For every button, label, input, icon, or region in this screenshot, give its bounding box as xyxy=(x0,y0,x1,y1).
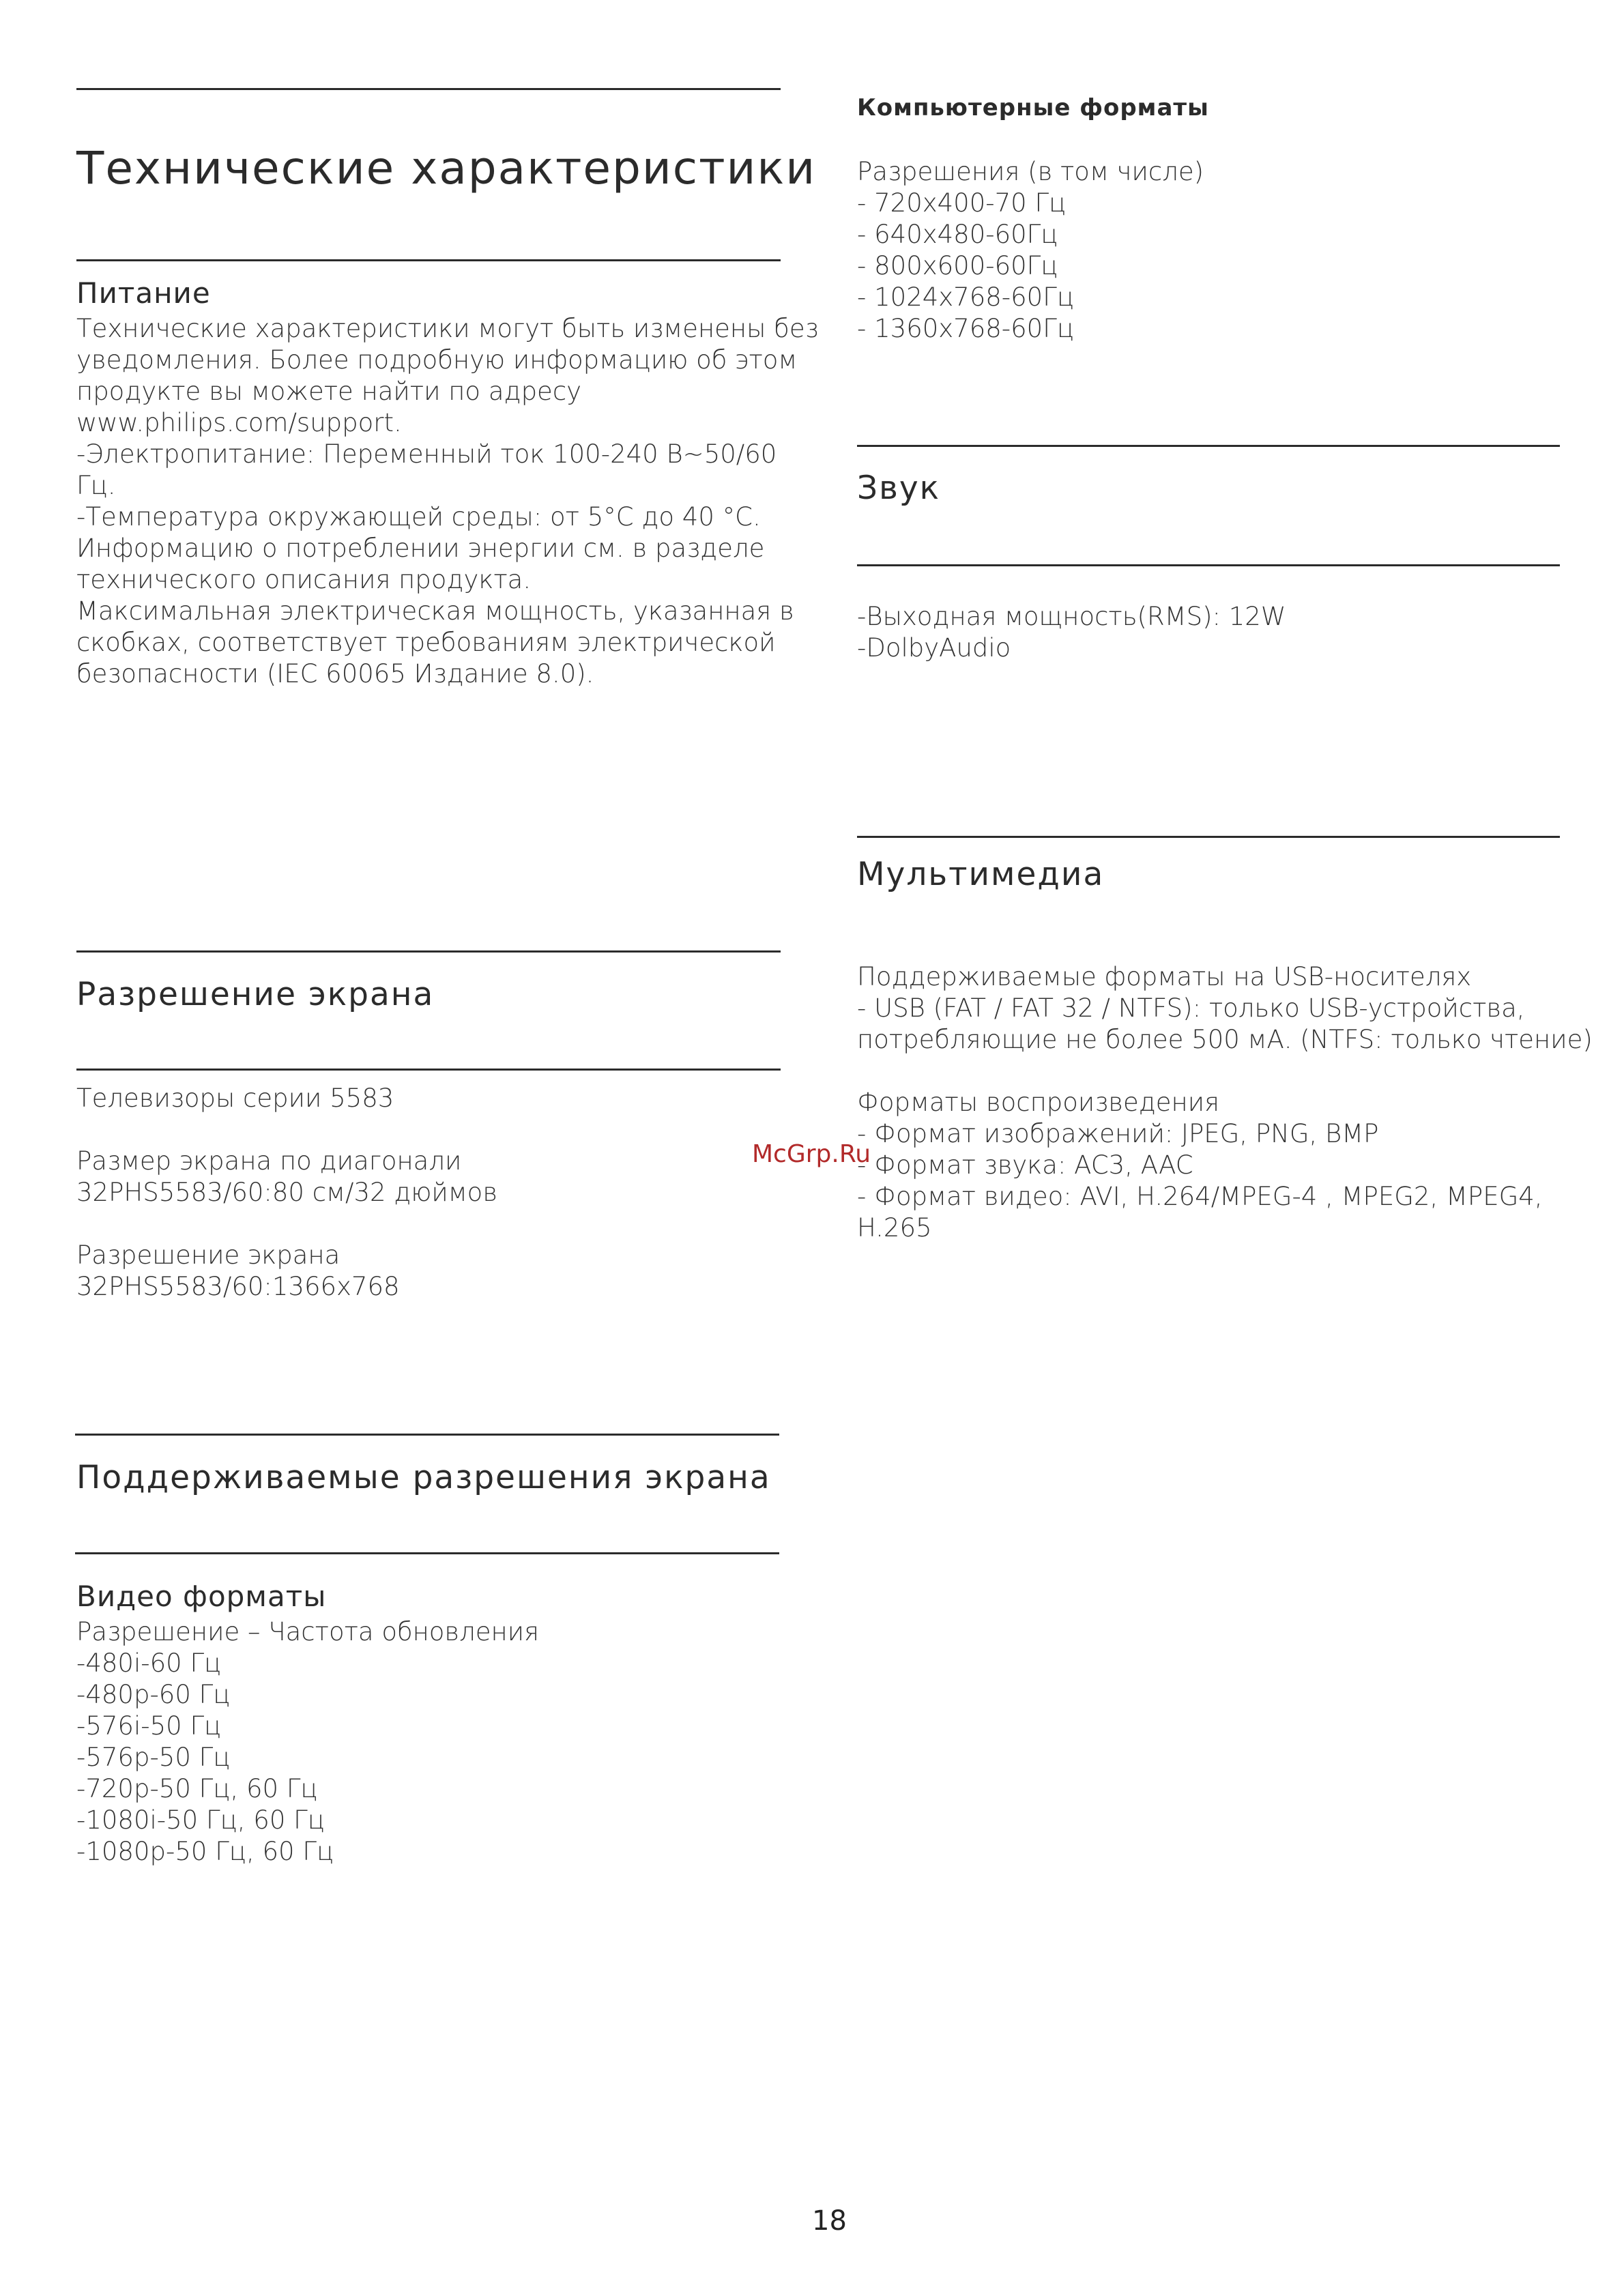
supported-resolutions-heading: Поддерживаемые разрешения экрана xyxy=(76,1459,771,1496)
video-format-item: -1080p-50 Гц, 60 Гц xyxy=(76,1837,334,1866)
series-text: Телевизоры серии 5583 xyxy=(76,1084,394,1113)
sound-bottom-rule xyxy=(857,564,1560,566)
watermark: McGrp.Ru xyxy=(752,1140,871,1168)
computer-format-item: - 720x400-70 Гц xyxy=(857,188,1067,218)
power-line: безопасности (IEC 60065 Издание 8.0). xyxy=(76,659,594,688)
playback-line: - Формат звука: AC3, AAC xyxy=(857,1150,1193,1180)
sound-item: -DolbyAudio xyxy=(857,633,1011,663)
power-line: продукте вы можете найти по адресу xyxy=(76,377,582,406)
usb-line: - USB (FAT / FAT 32 / NTFS): только USB-устройства, xyxy=(857,993,1525,1023)
usb-line: потребляющие не более 500 мА. (NTFS: только чтение) xyxy=(857,1025,1593,1054)
screen-res-bottom-rule xyxy=(76,1069,781,1071)
video-format-item: -480i-60 Гц xyxy=(76,1648,222,1678)
sound-item: -Выходная мощность(RMS): 12W xyxy=(857,602,1286,631)
power-line: Информацию о потреблении энергии см. в разделе xyxy=(76,534,765,563)
sound-list xyxy=(857,601,1286,664)
resolution-value: 32PHS5583/60:1366x768 xyxy=(76,1272,400,1301)
diagonal-value: 32PHS5583/60:80 см/32 дюймов xyxy=(76,1178,498,1207)
title-top-rule xyxy=(76,88,781,90)
video-format-item: -576i-50 Гц xyxy=(76,1711,222,1741)
computer-format-item: - 1024x768-60Гц xyxy=(857,282,1075,312)
computer-formats-heading: Компьютерные форматы xyxy=(857,94,1209,121)
diagonal-label: Размер экрана по диагонали xyxy=(76,1146,462,1176)
power-line: www.philips.com/support. xyxy=(76,408,402,437)
playback-line: - Формат изображений: JPEG, PNG, BMP xyxy=(857,1119,1379,1148)
multimedia-text xyxy=(857,961,1593,1244)
video-formats-list xyxy=(76,1616,539,1868)
page-title: Технические характеристики xyxy=(76,142,817,194)
playback-title: Форматы воспроизведения xyxy=(857,1088,1219,1117)
screen-resolution-heading: Разрешение экрана xyxy=(76,976,435,1013)
screen-resolution-text xyxy=(76,1083,497,1303)
video-formats-heading: Видео форматы xyxy=(76,1580,327,1613)
power-line: Технические характеристики могут быть изменены без xyxy=(76,314,819,343)
power-line: -Температура окружающей среды: от 5°C до 40 °C. xyxy=(76,502,761,532)
power-line: Гц. xyxy=(76,471,116,500)
computer-format-item: - 1360x768-60Гц xyxy=(857,314,1075,343)
multimedia-heading: Мультимедиа xyxy=(857,856,1105,893)
title-bottom-rule xyxy=(76,259,781,261)
computer-formats-subtitle: Разрешения (в том числе) xyxy=(857,157,1204,186)
video-format-item: -1080i-50 Гц, 60 Гц xyxy=(76,1805,325,1835)
screen-res-top-rule xyxy=(76,950,781,953)
sound-top-rule xyxy=(857,445,1560,447)
power-line: технического описания продукта. xyxy=(76,565,532,594)
video-format-item: -576p-50 Гц xyxy=(76,1743,231,1772)
resolution-label: Разрешение экрана xyxy=(76,1240,340,1270)
power-line: -Электропитание: Переменный ток 100-240 В~50/60 xyxy=(76,439,777,469)
video-format-item: -480p-60 Гц xyxy=(76,1680,231,1709)
supported-bottom-rule xyxy=(75,1552,779,1554)
computer-formats-list xyxy=(857,156,1204,345)
power-line: Максимальная электрическая мощность, указанная в xyxy=(76,596,794,626)
power-text xyxy=(76,313,819,690)
power-heading: Питание xyxy=(76,276,211,310)
sound-heading: Звук xyxy=(857,469,941,507)
power-line: скобках, соответствует требованиям электрической xyxy=(76,628,776,657)
video-formats-subtitle: Разрешение – Частота обновления xyxy=(76,1617,539,1646)
multimedia-top-rule xyxy=(857,836,1560,838)
computer-format-item: - 640x480-60Гц xyxy=(857,220,1058,249)
page-number: 18 xyxy=(812,2205,847,2237)
power-line: уведомления. Более подробную информацию об этом xyxy=(76,345,798,375)
usb-title: Поддерживаемые форматы на USB-носителях xyxy=(857,962,1472,991)
computer-format-item: - 800x600-60Гц xyxy=(857,251,1058,280)
supported-top-rule xyxy=(75,1434,779,1436)
playback-line: - Формат видео: AVI, H.264/MPEG-4 , MPEG2, MPEG4, xyxy=(857,1182,1543,1211)
video-format-item: -720p-50 Гц, 60 Гц xyxy=(76,1774,318,1803)
playback-line: H.265 xyxy=(857,1213,932,1243)
